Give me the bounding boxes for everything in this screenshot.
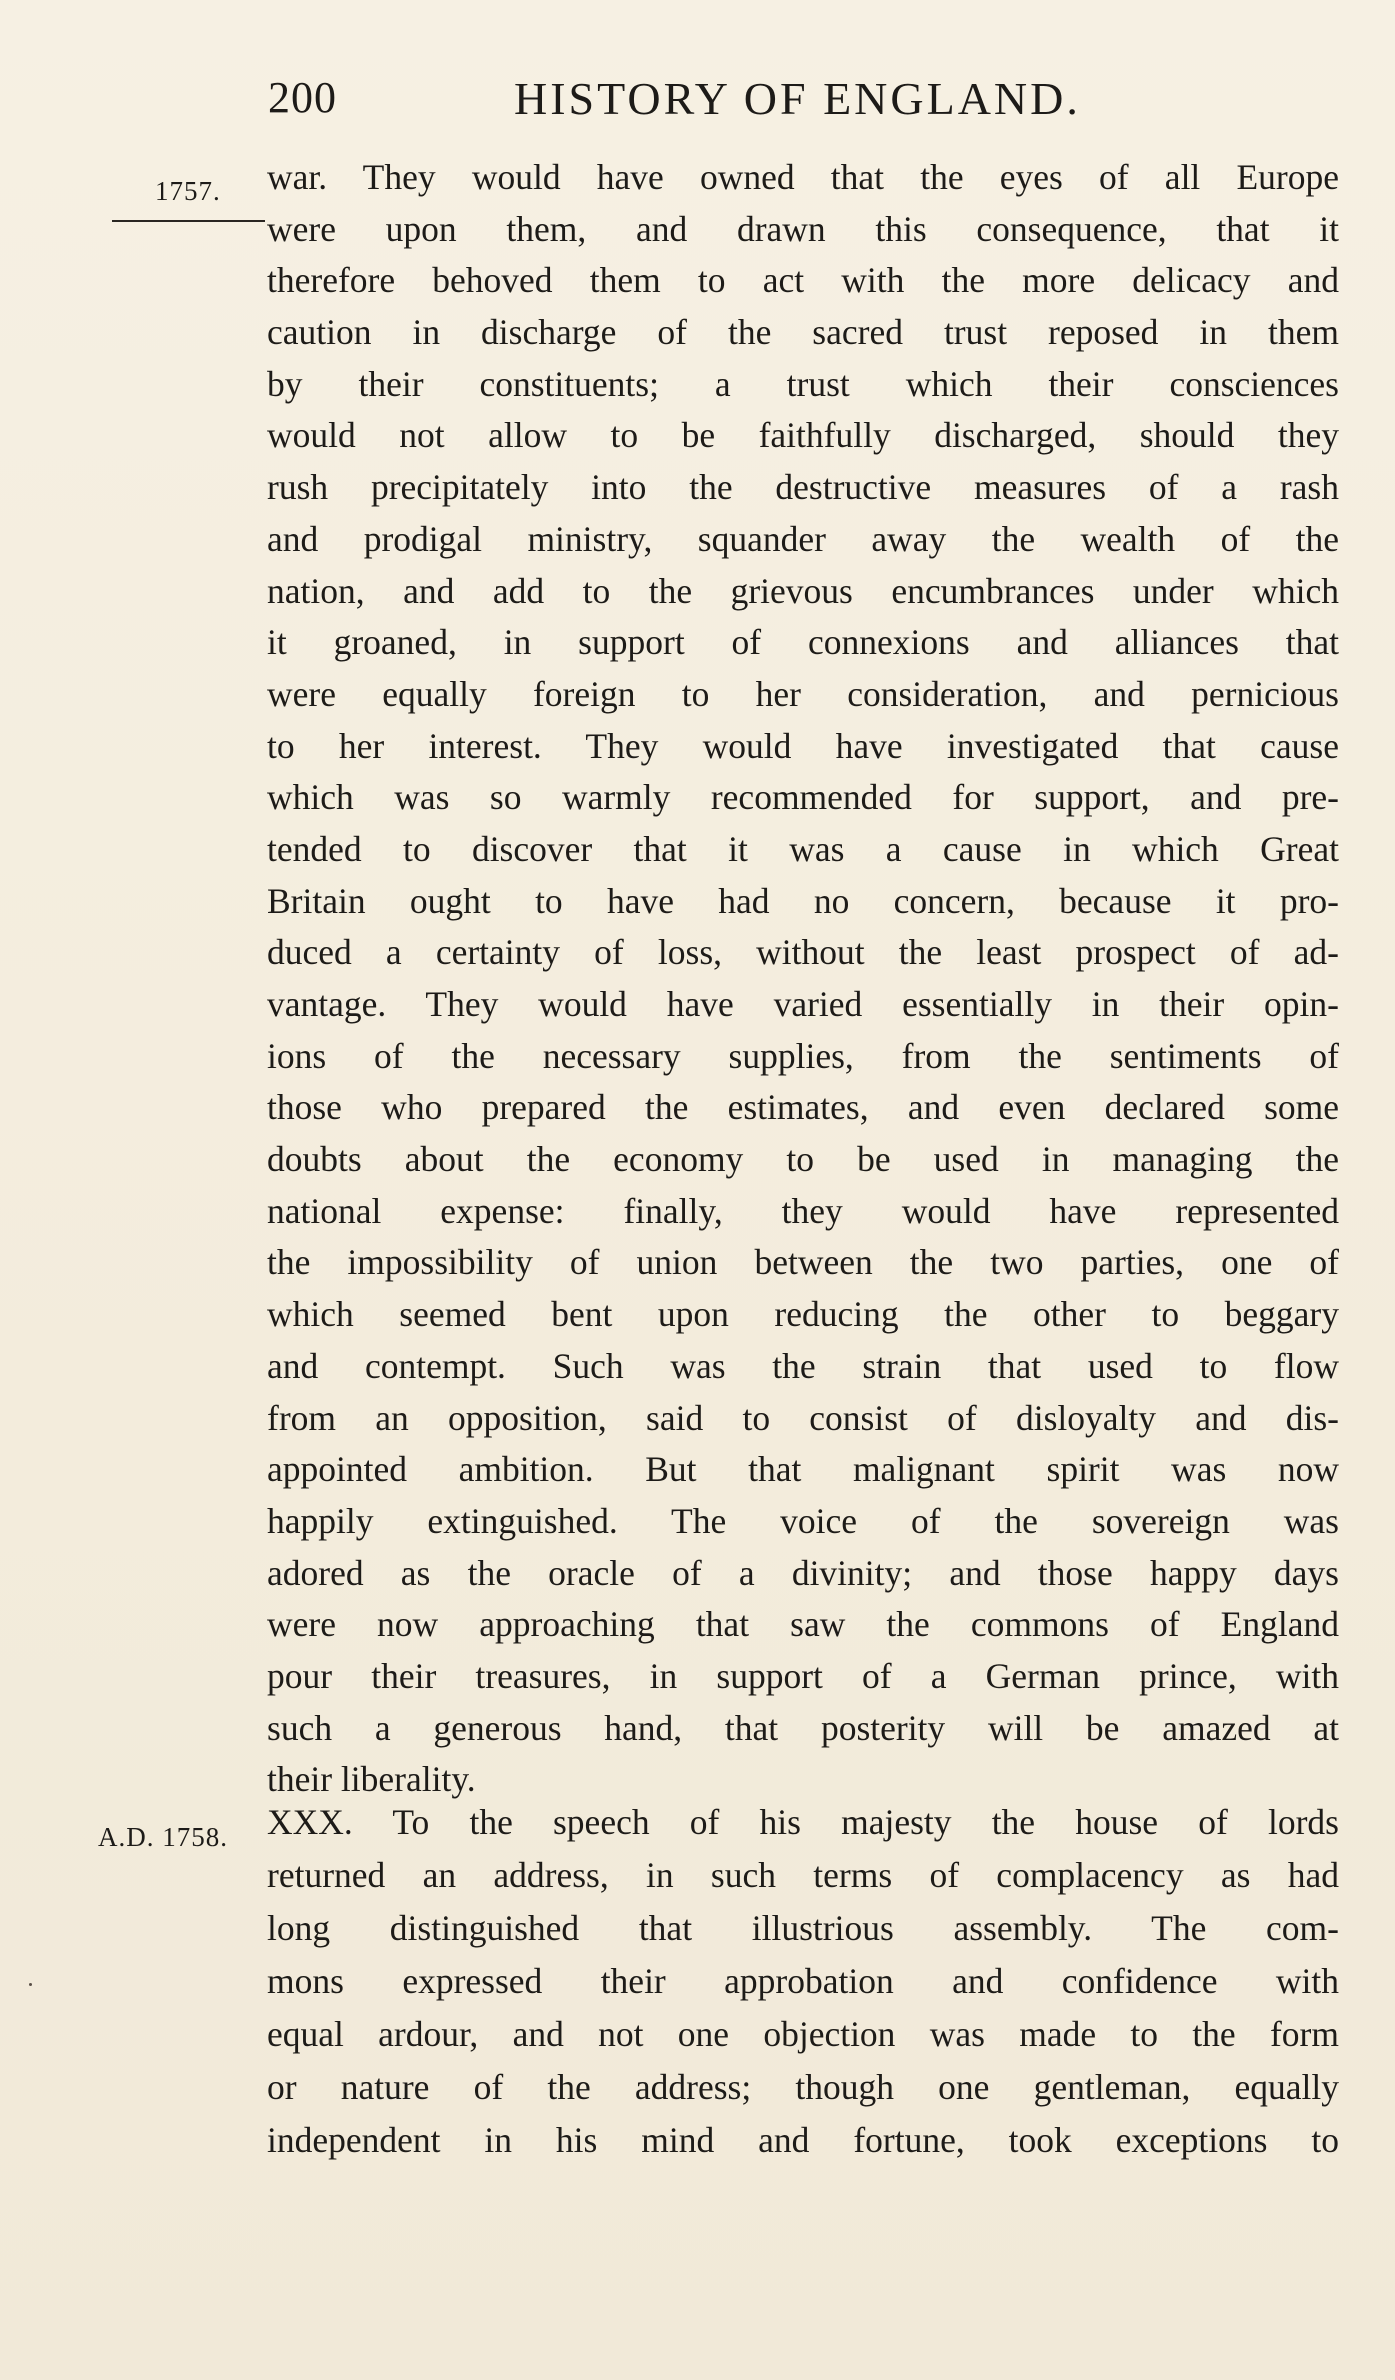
text-line: Britain ought to have had no concern, because it pro- [267,880,1339,921]
margin-year-1757: 1757. [155,176,221,206]
text-line: were equally foreign to her consideration, and pernicious [267,673,1339,714]
text-line: national expense: finally, they would have represented [267,1190,1339,1231]
running-head [268,72,1148,132]
paper-speck [29,1983,32,1986]
text-line: tended to discover that it was a cause in which Great [267,828,1339,869]
text-line: their liberality. [267,1759,476,1800]
text-line: XXX. To the speech of his majesty the house of lords [267,1802,1339,1842]
text-line: caution in discharge of the sacred trust reposed in them [267,312,1339,353]
text-line: were now approaching that saw the commons of England [267,1604,1339,1645]
text-line: ions of the necessary supplies, from the sentiments of [267,1035,1339,1076]
text-line: the impossibility of union between the two parties, one of [267,1242,1339,1283]
text-line: vantage. They would have varied essentially in their opin- [267,984,1339,1024]
paragraph-2 [267,1796,1339,2167]
text-line: it groaned, in support of connexions and alliances that [267,622,1339,663]
margin-rule [112,220,265,222]
text-line: mons expressed their approbation and confidence with [267,1961,1339,2001]
text-line: which was so warmly recommended for support, and pre- [267,777,1339,818]
text-line: nation, and add to the grievous encumbrances under which [267,570,1339,611]
text-line: pour their treasures, in support of a German prince, with [267,1655,1339,1696]
text-line: war. They would have owned that the eyes of all Europe [267,157,1339,197]
paragraph-1 [267,152,1339,1806]
text-line: doubts about the economy to be used in managing the [267,1139,1339,1180]
text-line: appointed ambition. But that malignant spirit was now [267,1449,1339,1490]
text-line: those who prepared the estimates, and even declared some [267,1087,1339,1128]
text-line: by their constituents; a trust which their consciences [267,363,1339,404]
text-line: adored as the oracle of a divinity; and those happy days [267,1552,1339,1593]
text-line: would not allow to be faithfully discharged, should they [267,415,1339,456]
text-line: independent in his mind and fortune, took exceptions to [267,2120,1339,2160]
text-line: long distinguished that illustrious assembly. The com- [267,1908,1339,1948]
text-line: or nature of the address; though one gentleman, equally [267,2067,1339,2107]
text-line: from an opposition, said to consist of disloyalty and dis- [267,1397,1339,1438]
text-line: duced a certainty of loss, without the least prospect of ad- [267,932,1339,973]
margin-year-1758: A.D. 1758. [98,1822,228,1852]
text-line: such a generous hand, that posterity will be amazed at [267,1707,1339,1748]
text-line: therefore behoved them to act with the more delicacy and [267,260,1339,301]
text-line: and contempt. Such was the strain that used to flow [267,1345,1339,1386]
text-line: to her interest. They would have investigated that cause [267,725,1339,766]
text-line: returned an address, in such terms of complacency as had [267,1855,1339,1895]
text-line: which seemed bent upon reducing the other to beggary [267,1294,1339,1335]
page-number: 200 [268,73,337,122]
text-line: were upon them, and drawn this consequence, that it [267,208,1339,249]
text-line: equal ardour, and not one objection was made to the form [267,2014,1339,2054]
text-line: happily extinguished. The voice of the sovereign was [267,1500,1339,1541]
book-title: HISTORY OF ENGLAND. [514,73,1081,124]
text-line: rush precipitately into the destructive measures of a rash [267,467,1339,508]
text-line: and prodigal ministry, squander away the wealth of the [267,518,1339,559]
